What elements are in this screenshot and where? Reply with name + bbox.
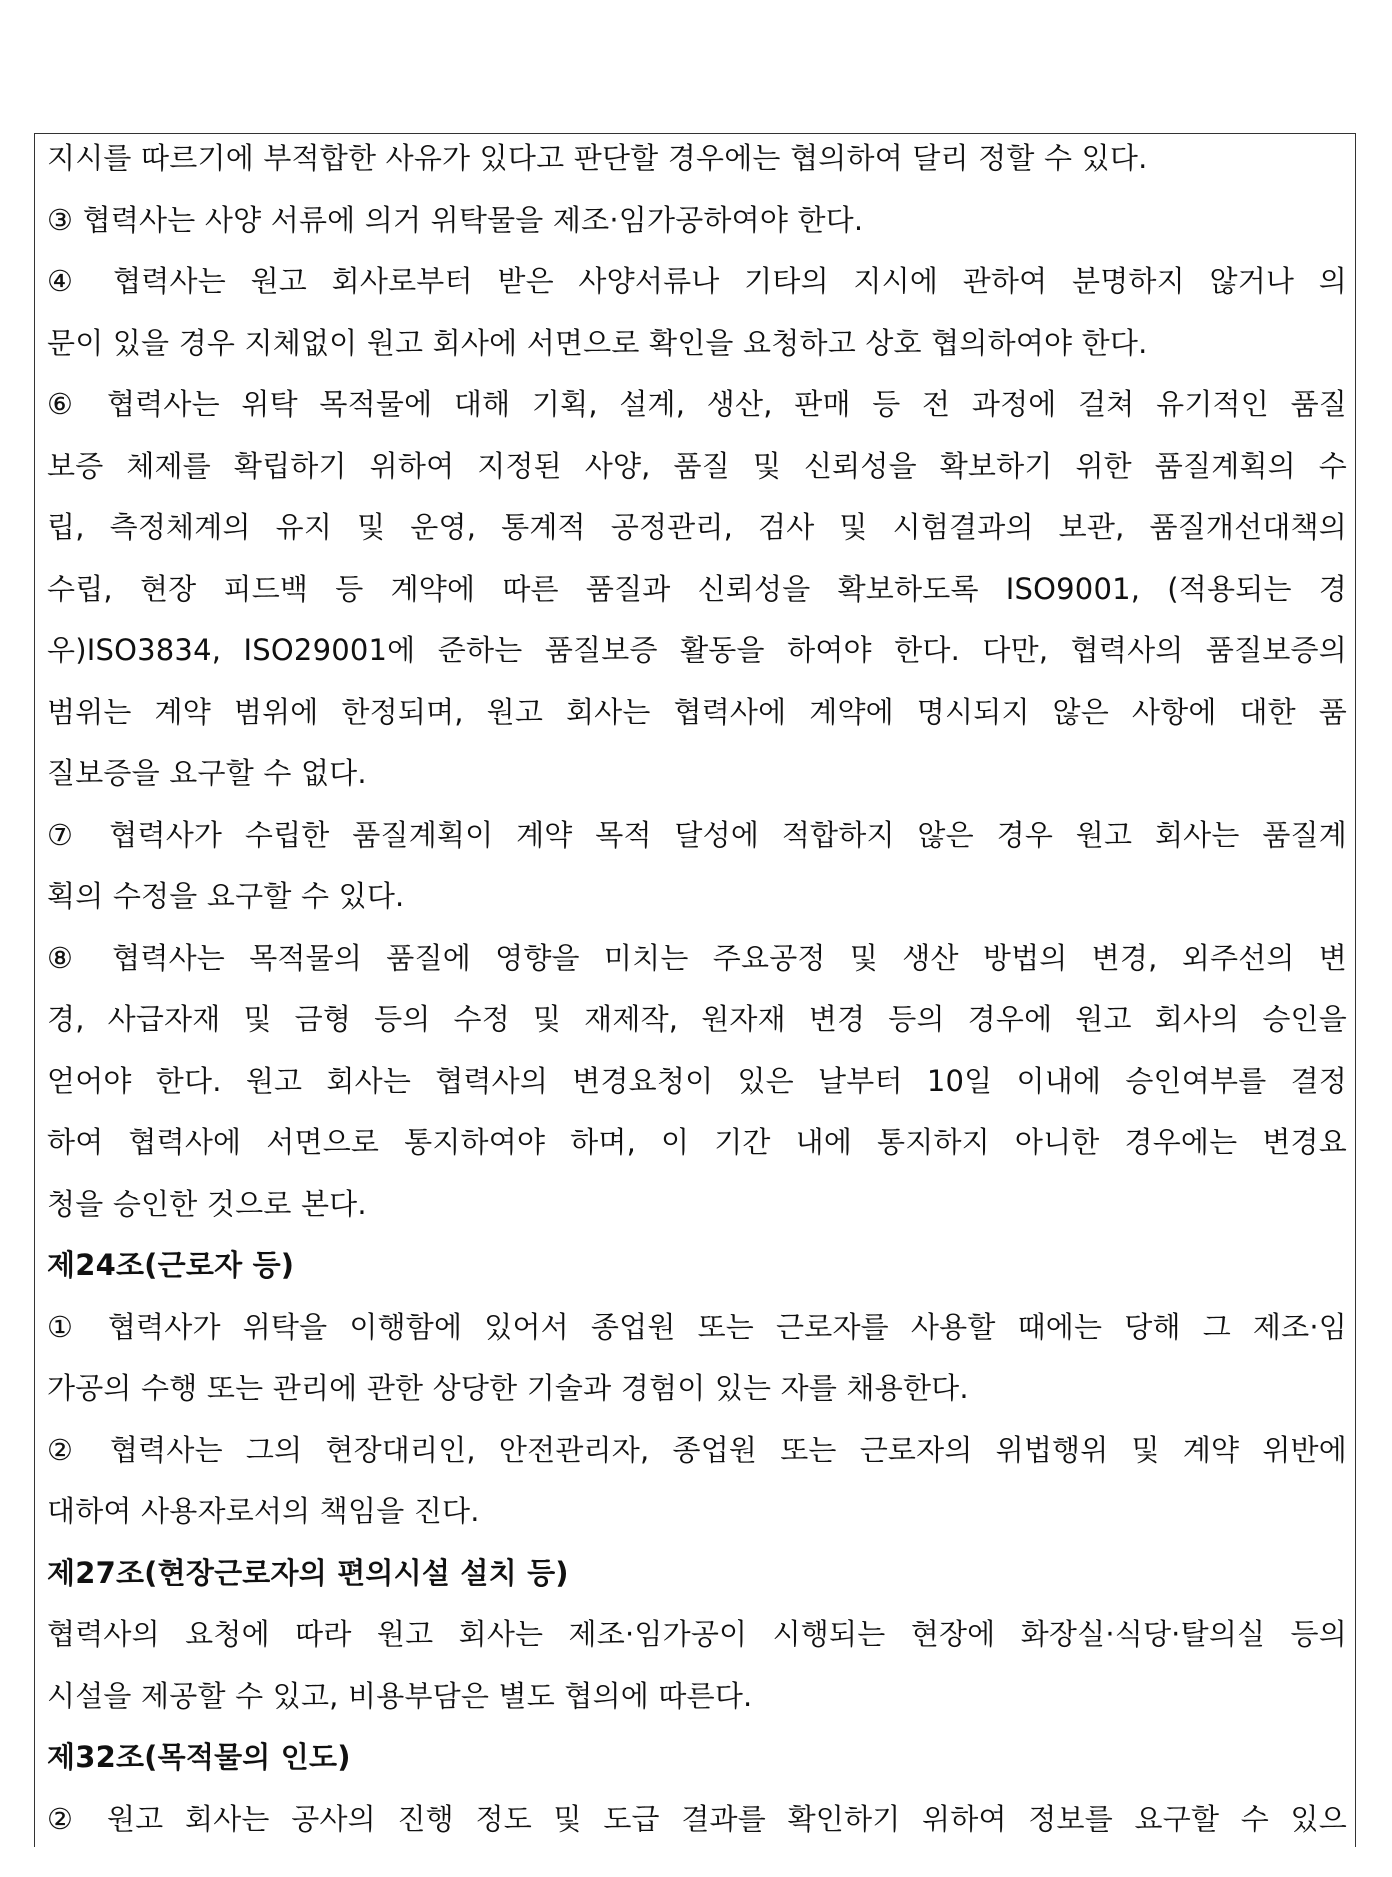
text-line: 협력사의 요청에 따라 원고 회사는 제조·임가공이 시행되는 현장에 화장실·식당·탈의실 등의: [47, 1617, 1347, 1651]
text-line: ⑧ 협력사는 목적물의 품질에 영향을 미치는 주요공정 및 생산 방법의 변경, 외주선의 변: [47, 940, 1347, 975]
text-line: ② 원고 회사는 공사의 진행 정도 및 도급 결과를 확인하기 위하여 정보를 요구할 수 있으: [47, 1801, 1347, 1836]
text-line: 립, 측정체계의 유지 및 운영, 통계적 공정관리, 검사 및 시험결과의 보관, 품질개선대책의: [47, 510, 1347, 544]
text-line: 수립, 현장 피드백 등 계약에 따른 품질과 신뢰성을 확보하도록 ISO9001, (적용되는 경: [47, 571, 1347, 606]
text-line: 가공의 수행 또는 관리에 관한 상당한 기술과 경험이 있는 자를 채용한다.: [47, 1371, 969, 1405]
text-line: 보증 체제를 확립하기 위하여 지정된 사양, 품질 및 신뢰성을 확보하기 위한 품질계획의 수: [47, 448, 1347, 483]
text-line: 얻어야 한다. 원고 회사는 협력사의 변경요청이 있은 날부터 10일 이내에 승인여부를 결정: [47, 1063, 1347, 1098]
text-line: 경, 사급자재 및 금형 등의 수정 및 재제작, 원자재 변경 등의 경우에 원고 회사의 승인을: [47, 1002, 1347, 1036]
text-line: ④ 협력사는 원고 회사로부터 받은 사양서류나 기타의 지시에 관하여 분명하지 않거나 의: [47, 264, 1347, 298]
text-line: ⑦ 협력사가 수립한 품질계획이 계약 목적 달성에 적합하지 않은 경우 원고 회사는 품질계: [47, 817, 1347, 852]
text-line: ① 협력사가 위탁을 이행함에 있어서 종업원 또는 근로자를 사용할 때에는 당해 그 제조·임: [47, 1309, 1347, 1344]
text-line: 우)ISO3834, ISO29001에 준하는 품질보증 활동을 하여야 한다. 다만, 협력사의 품질보증의: [47, 633, 1347, 667]
text-line: 문이 있을 경우 지체없이 원고 회사에 서면으로 확인을 요청하고 상호 협의하여야 한다.: [47, 325, 1148, 360]
text-line: 하여 협력사에 서면으로 통지하여야 하며, 이 기간 내에 통지하지 아니한 경우에는 변경요: [47, 1125, 1347, 1159]
text-line: 질보증을 요구할 수 없다.: [47, 756, 367, 790]
text-line: ⑥ 협력사는 위탁 목적물에 대해 기획, 설계, 생산, 판매 등 전 과정에 걸쳐 유기적인 품질: [47, 387, 1347, 421]
text-line: ② 협력사는 그의 현장대리인, 안전관리자, 종업원 또는 근로자의 위법행위 및 계약 위반에: [47, 1432, 1347, 1467]
text-line: ③ 협력사는 사양 서류에 의거 위탁물을 제조·임가공하여야 한다.: [47, 202, 864, 237]
text-line: 청을 승인한 것으로 본다.: [47, 1186, 367, 1221]
article-heading: 제32조(목적물의 인도): [47, 1740, 351, 1774]
article-heading: 제27조(현장근로자의 편의시설 설치 등): [47, 1555, 569, 1590]
text-line: 대하여 사용자로서의 책임을 진다.: [47, 1494, 480, 1528]
text-line: 시설을 제공할 수 있고, 비용부담은 별도 협의에 따른다.: [47, 1678, 753, 1713]
article-heading: 제24조(근로자 등): [47, 1248, 295, 1282]
text-line: 획의 수정을 요구할 수 있다.: [47, 879, 405, 913]
text-line: 범위는 계약 범위에 한정되며, 원고 회사는 협력사에 계약에 명시되지 않은 사항에 대한 품: [47, 694, 1347, 729]
text-line: 지시를 따르기에 부적합한 사유가 있다고 판단할 경우에는 협의하여 달리 정할 수 있다.: [47, 141, 1148, 175]
document-body: [47, 128, 1347, 1850]
